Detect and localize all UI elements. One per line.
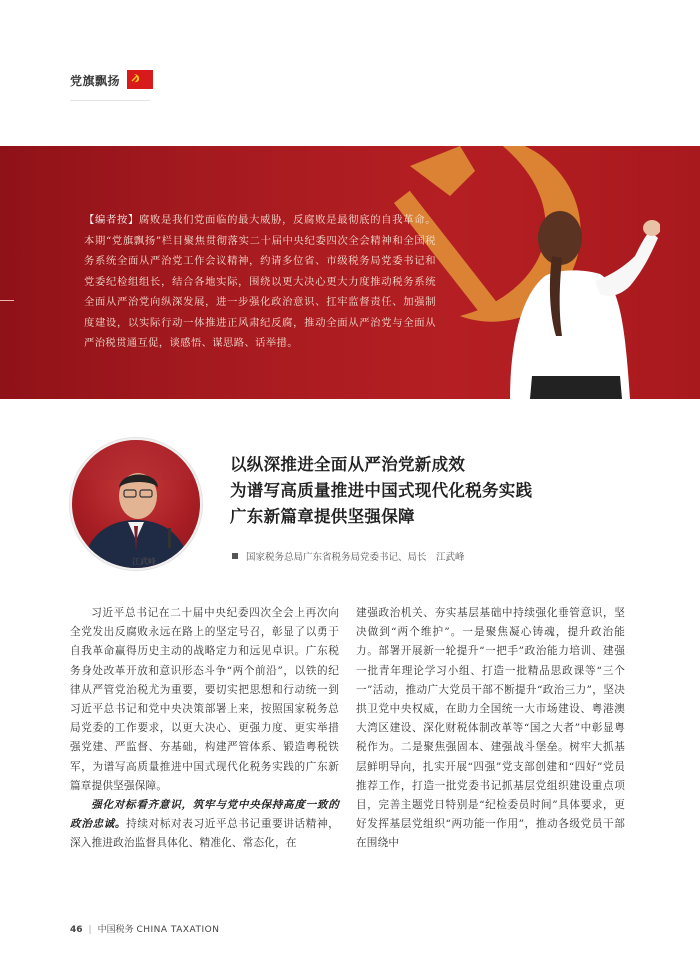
magazine-name-en: CHINA TAXATION bbox=[136, 925, 220, 935]
section-header bbox=[70, 70, 160, 92]
header-divider bbox=[70, 100, 150, 101]
banner-side-rule bbox=[0, 300, 14, 301]
body-paragraph-1: 习近平总书记在二十届中央纪委四次全会上再次向全党发出反腐败永远在路上的坚定号召，彰显了以勇于自我革命赢得历史主动的战略定力和远见卓识。广东税务身处改革开放和意识形态斗争“两个前沿”，以铁的纪律从严管党治税尤为重要，要切实把思想和行动统一到习近平总书记和党中央决策部署上来，按照国家税务总局党委的工作要求，以更大决心、更强力度、更实举措强党建、严监督、夯基础，构建严管体系、锻造粤税铁军，为谱写高质量推进中国式现代化税务实践的广东新篇章提供坚强保障。 bbox=[70, 607, 339, 792]
body-paragraph-3: 建强政治机关、夯实基层基础中持续强化垂管意识，坚决做到“两个维护”。一是聚焦凝心铸魂，提升政治能力。部署开展新一轮提升“一把手”政治能力培训、建强一批青年理论学习小组、打造一批精品思政课等“三个一”活动，推动广大党员干部不断提升“政治三力”，坚决拱卫党中央权威，在助力全国统一大市场建设、粤港澳大湾区建设、深化财税体制改革等“国之大者”中彰显粤税作为。二是聚焦强固本、建强战斗堡垒。树牢大抓基层鲜明导向，扎实开展“四强”党支部创建和“四好”党员推荐工作，打造一批党委书记抓基层党组织建设重点项目，完善主题党日特别是“纪检委员时间”具体要求，更好发挥基层党组织“两功能一作用”，推动各级党员干部在围绕中 bbox=[356, 607, 625, 850]
page-number: 46 bbox=[70, 925, 83, 935]
author-photo bbox=[70, 438, 202, 570]
editor-note bbox=[84, 210, 436, 354]
body-column-right bbox=[356, 604, 625, 854]
subheading: 强化对标看齐意识，筑牢与党中央保持高度一致的政治忠诚。 bbox=[70, 799, 339, 831]
article-title bbox=[230, 452, 650, 530]
page-footer bbox=[70, 922, 219, 935]
title-line-1: 以纵深推进全面从严治党新成效 bbox=[230, 455, 466, 474]
title-line-2: 为谱写高质量推进中国式现代化税务实践 bbox=[230, 481, 533, 500]
editor-note-text: 腐败是我们党面临的最大威胁，反腐败是最彻底的自我革命。本期“党旗飘扬”栏目聚焦贯彻落实二十届中央纪委四次全会精神和全国税务系统全面从严治党工作会议精神，约请多位省、市级税务局党委书记和党委纪检组组长，结合各地实际，围绕以更大决心更大力度推动税务系统全面从严治党向纵深发展，进一步强化政治意识、扛牢监督责任、加强制度建设，以实际行动一体推进正风肃纪反腐，推动全面从严治党与全面从严治税贯通互促，谈感悟、谋思路、话举措。 bbox=[84, 214, 436, 349]
byline-bullet-icon bbox=[232, 553, 238, 559]
author-portrait bbox=[72, 440, 200, 568]
byline bbox=[232, 549, 465, 563]
magazine-name-cn: 中国税务 bbox=[97, 925, 134, 935]
saluting-woman-figure bbox=[500, 176, 660, 399]
byline-text: 国家税务总局广东省税务局党委书记、局长 江武峰 bbox=[246, 552, 465, 563]
party-flag-icon bbox=[127, 70, 153, 89]
body-column-left bbox=[70, 604, 339, 854]
body-paragraph-2-text: 持续对标对表习近平总书记重要讲话精神，深入推进政治监督具体化、精准化、常态化，在 bbox=[70, 818, 339, 850]
title-line-3: 广东新篇章提供坚强保障 bbox=[230, 507, 415, 526]
editor-note-tag: 【编者按】 bbox=[84, 214, 140, 226]
banner bbox=[0, 146, 700, 399]
section-title: 党旗飘扬 bbox=[70, 74, 121, 88]
body-paragraph-2 bbox=[70, 796, 339, 854]
footer-separator: | bbox=[88, 925, 92, 935]
photo-caption: 江武峰 bbox=[132, 557, 156, 566]
